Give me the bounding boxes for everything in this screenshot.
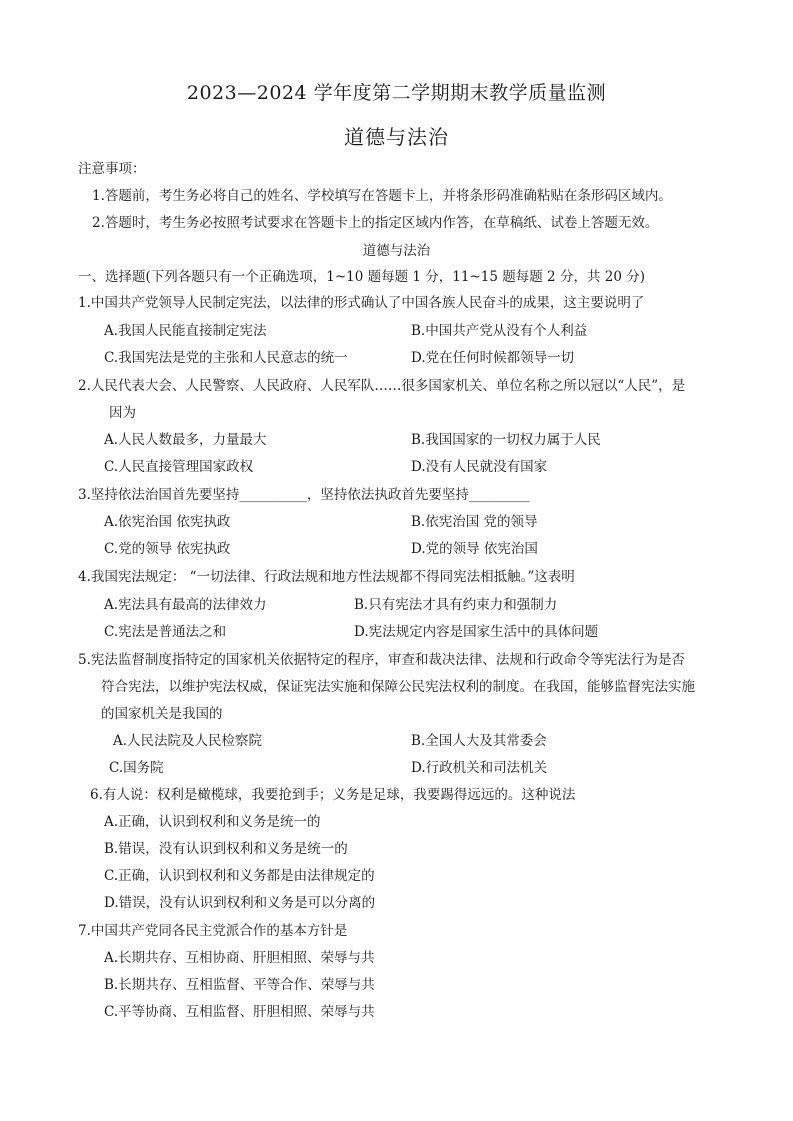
section-heading: 一、选择题(下列各题只有一个正确选项，1~10 题每题 1 分，11~15 题每题 2 分，共 20 分) [78,269,645,285]
question-stem: 1.中国共产党领导人民制定宪法，以法律的形式确认了中国各族人民奋斗的成果，这主要说明了 [78,295,645,311]
option-b: B.全国人大及其常委会 [411,733,547,749]
option-a: A.长期共存、互相协商、肝胆相照、荣辱与共 [104,950,375,966]
option-d: D.宪法规定内容是国家生活中的具体问题 [354,624,599,640]
option-a: A.正确，认识到权利和义务是统一的 [104,814,321,830]
option-b: B.只有宪法才具有约束力和强制力 [354,597,558,613]
notice-item: 1.答题前，考生务必将自己的姓名、学校填写在答题卡上，并将条形码准确粘贴在条形码区域内。 [92,188,672,204]
exam-title: 2023—2024 学年度第二学期期末教学质量监测 [186,82,607,104]
question-stem: 2.人民代表大会、人民警察、人民政府、人民军队……很多国家机关、单位名称之所以冠以“人民”，是 [78,378,686,394]
option-a: A.人民人数最多，力量最大 [104,432,267,448]
option-c: C.正确，认识到权利和义务都是由法律规定的 [104,868,375,884]
option-d: D.没有人民就没有国家 [411,459,548,475]
option-b: B.我国国家的一切权力属于人民 [411,432,601,448]
notice-item: 2.答题时，考生务必按照考试要求在答题卡上的指定区域内作答，在草稿纸、试卷上答题无效。 [92,215,659,231]
option-a: A.依宪治国 依宪执政 [104,514,231,530]
question-stem: 6.有人说：权利是橄榄球，我要抢到手；义务是足球，我要踢得远远的。这种说法 [90,787,576,803]
question-stem-continued: 符合宪法，以维护宪法权威，保证宪法实施和保障公民宪法权利的制度。在我国，能够监督宪法实施 [101,679,695,695]
option-d: D.行政机关和司法机关 [411,760,548,776]
question-stem: 7.中国共产党同各民主党派合作的基本方针是 [78,923,348,939]
option-d: D.党的领导 依宪治国 [411,541,538,557]
notice-heading: 注意事项： [78,161,146,177]
question-stem: 4.我国宪法规定： “一切法律、行政法规和地方性法规都不得同宪法相抵触。”这表明 [78,569,575,585]
question-stem-continued: 因为 [109,405,136,421]
question-stem: 3.坚持依法治国首先要坚持__________，坚持依法执政首先要坚持_________ [78,487,530,503]
option-c: C.平等协商、互相监督、肝胆相照、荣辱与共 [104,1004,375,1020]
option-b: B.中国共产党从没有个人利益 [411,323,588,339]
option-c: C.宪法是普通法之和 [104,624,227,640]
option-a: A.人民法院及人民检察院 [113,733,263,749]
option-b: B.长期共存、互相监督、平等合作、荣辱与共 [104,977,375,993]
question-stem-continued: 的国家机关是我国的 [101,706,223,722]
option-c: C.国务院 [109,760,164,776]
option-b: B.依宪治国 党的领导 [411,514,538,530]
option-c: C.人民直接管理国家政权 [104,459,254,475]
option-d: D.错误，没有认识到权利和义务是可以分离的 [104,895,376,911]
option-c: C.党的领导 依宪执政 [104,541,231,557]
section-subtitle: 道德与法治 [362,243,431,259]
option-a: A.宪法具有最高的法律效力 [104,597,267,613]
question-stem: 5.宪法监督制度指特定的国家机关依据特定的程序，审查和裁决法律、法规和行政命令等宪法行为是否 [78,652,685,668]
option-a: A.我国人民能直接制定宪法 [104,323,267,339]
option-d: D.党在任何时候都领导一切 [411,350,575,366]
option-c: C.我国宪法是党的主张和人民意志的统一 [104,350,348,366]
subject-title: 道德与法治 [344,125,449,149]
option-b: B.错误，没有认识到权利和义务是统一的 [104,841,348,857]
